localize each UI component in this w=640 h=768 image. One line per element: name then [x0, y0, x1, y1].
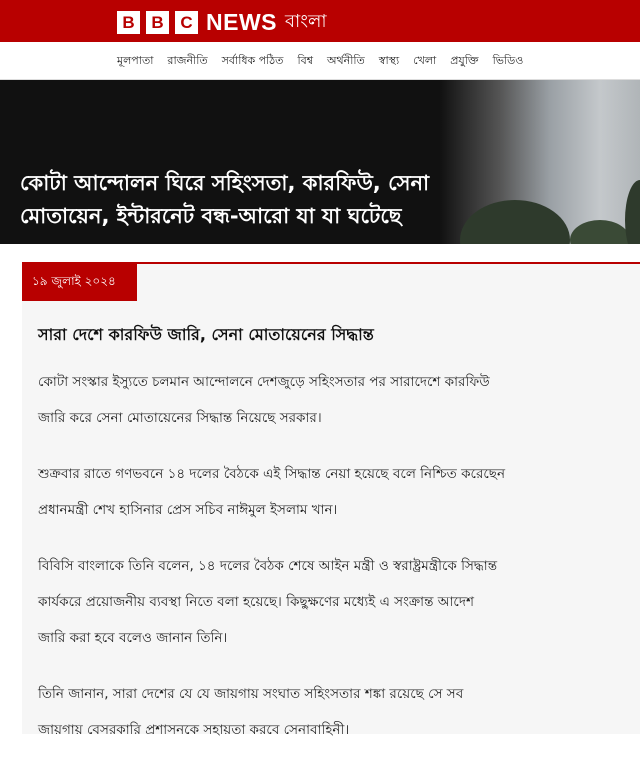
paragraph [38, 676, 628, 748]
paragraph [38, 456, 628, 528]
text-line: কার্যকরে প্রয়োজনীয় ব্যবস্থা নিতে বলা হয়েছে। কিছুক্ষণের মধ্যেই এ সংক্রান্ত আদেশ [38, 594, 474, 610]
logo-news: NEWS [206, 9, 277, 35]
nav-technology[interactable]: প্রযুক্তি [450, 54, 479, 67]
text-line: জারি করা হবে বলেও জানান তিনি। [38, 630, 228, 646]
hero-banner [0, 80, 640, 244]
text-line: জায়গায় বেসরকারি প্রশাসনকে সহায়তা করবে সেনাবাহিনী। [38, 722, 350, 738]
nav-sports[interactable]: খেলা [413, 54, 437, 67]
nav-economy[interactable]: অর্থনীতি [327, 54, 365, 67]
article-body [38, 364, 628, 768]
text-line: শুক্রবার রাতে গণভবনে ১৪ দলের বৈঠকে এই সিদ্ধান্ত নেয়া হয়েছে বলে নিশ্চিত করেছেন [38, 466, 506, 482]
headline-line: কোটা আন্দোলন ঘিরে সহিংসতা, কারফিউ, সেনা [20, 171, 430, 195]
headline-line: মোতায়েন, ইন্টারনেট বন্ধ-আরো যা যা ঘটেছে [20, 204, 402, 228]
nav-home[interactable]: মূলপাতা [117, 54, 154, 67]
bbc-news-bangla-logo[interactable] [117, 7, 327, 38]
date-badge: ১৯ জুলাই ২০২৪ [22, 264, 137, 301]
nav-most-read[interactable]: সর্বাধিক পঠিত [221, 54, 284, 67]
nav-health[interactable]: স্বাস্থ্য [378, 54, 400, 67]
update-heading: সারা দেশে কারফিউ জারি, সেনা মোতায়েনের সিদ্ধান্ত [38, 325, 374, 344]
text-line: প্রধানমন্ত্রী শেখ হাসিনার প্রেস সচিব নাঈমুল ইসলাম খান। [38, 502, 338, 518]
logo-letter: C [175, 11, 198, 34]
live-update-card [22, 262, 640, 738]
text-line: জারি করে সেনা মোতায়েনের সিদ্ধান্ত নিয়েছে সরকার। [38, 410, 322, 426]
nav-world[interactable]: বিশ্ব [297, 54, 314, 67]
paragraph [38, 364, 628, 436]
hero-headline [20, 167, 429, 233]
nav-politics[interactable]: রাজনীতি [167, 54, 208, 67]
header-bar [0, 0, 640, 42]
hero-image [440, 80, 640, 244]
main-nav [0, 42, 640, 80]
logo-letter: B [146, 11, 169, 34]
logo-language: বাংলা [285, 11, 327, 32]
text-line: তিনি জানান, সারা দেশের যে যে জায়গায় সংঘাত সহিংসতার শঙ্কা রয়েছে সে সব [38, 686, 464, 702]
logo-letter: B [117, 11, 140, 34]
text-line: কোটা সংস্কার ইস্যুতে চলমান আন্দোলনে দেশজুড়ে সহিংসতার পর সারাদেশে কারফিউ [38, 374, 490, 390]
paragraph [38, 548, 628, 656]
nav-video[interactable]: ভিডিও [492, 54, 524, 67]
text-line: বিবিসি বাংলাকে তিনি বলেন, ১৪ দলের বৈঠক শেষে আইন মন্ত্রী ও স্বরাষ্ট্রমন্ত্রীকে সিদ্ধান্ত [38, 558, 498, 574]
